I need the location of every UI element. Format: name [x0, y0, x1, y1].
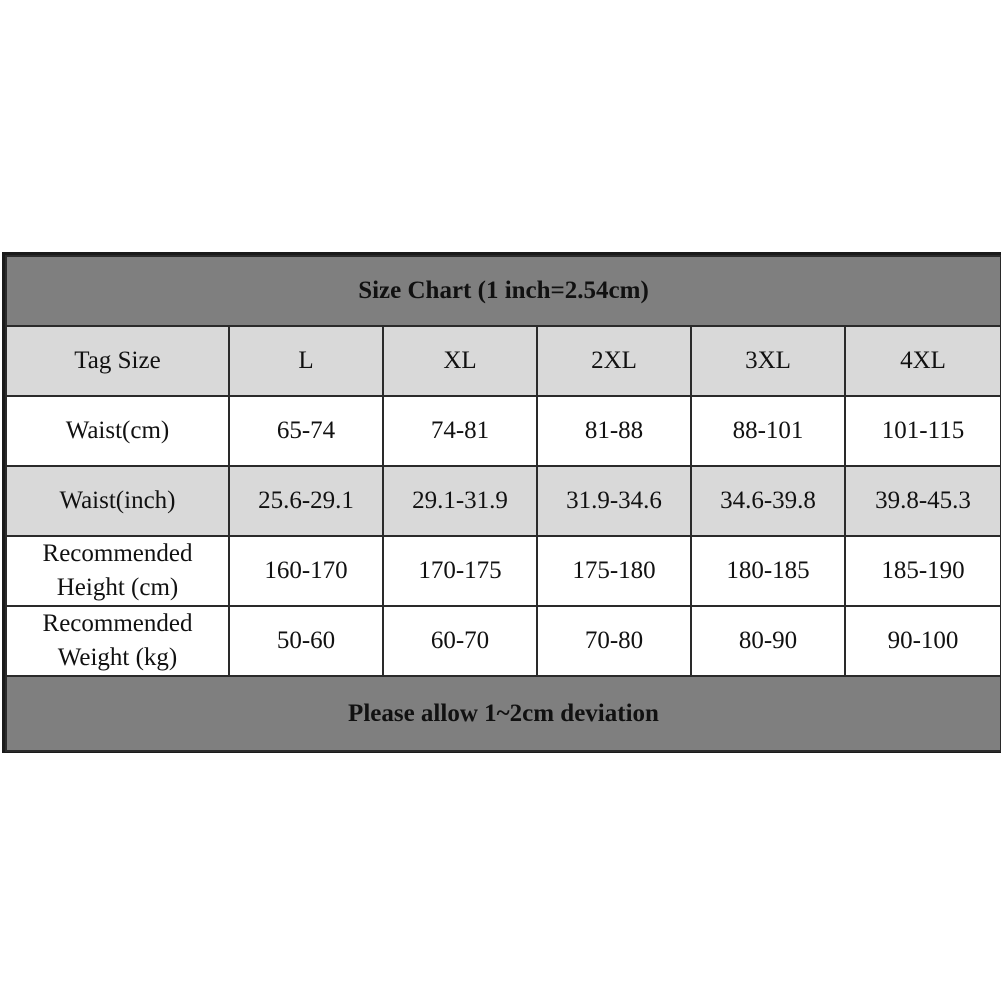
height-2xl: 175-180 — [537, 536, 691, 606]
height-3xl: 180-185 — [691, 536, 845, 606]
size-chart — [2, 252, 1001, 753]
height-l: 160-170 — [229, 536, 383, 606]
waist-inch-row — [6, 466, 1001, 536]
height-4xl: 185-190 — [845, 536, 1001, 606]
size-2xl-header: 2XL — [537, 326, 691, 396]
waist-inch-l: 25.6-29.1 — [229, 466, 383, 536]
size-l-header: L — [229, 326, 383, 396]
title-row — [6, 256, 1001, 326]
waist-cm-l: 65-74 — [229, 396, 383, 466]
tag-size-label: Tag Size — [6, 326, 229, 396]
height-label-line-2: Height (cm) — [56, 574, 179, 601]
waist-cm-4xl: 101-115 — [845, 396, 1001, 466]
weight-label — [6, 606, 229, 676]
waist-cm-xl: 74-81 — [383, 396, 537, 466]
chart-title: Size Chart (1 inch=2.54cm) — [6, 256, 1001, 326]
waist-inch-xl: 29.1-31.9 — [383, 466, 537, 536]
height-row — [6, 536, 1001, 606]
size-header-row — [6, 326, 1001, 396]
waist-inch-4xl: 39.8-45.3 — [845, 466, 1001, 536]
size-3xl-header: 3XL — [691, 326, 845, 396]
weight-2xl: 70-80 — [537, 606, 691, 676]
footer-row — [6, 676, 1001, 751]
size-4xl-header: 4XL — [845, 326, 1001, 396]
waist-inch-2xl: 31.9-34.6 — [537, 466, 691, 536]
weight-l: 50-60 — [229, 606, 383, 676]
height-xl: 170-175 — [383, 536, 537, 606]
waist-cm-label: Waist(cm) — [6, 396, 229, 466]
waist-cm-row — [6, 396, 1001, 466]
deviation-note: Please allow 1~2cm deviation — [6, 676, 1001, 751]
waist-cm-3xl: 88-101 — [691, 396, 845, 466]
size-chart-table — [5, 255, 1001, 752]
weight-label-line-1: Recommended — [42, 610, 193, 638]
weight-label-line-2: Weight (kg) — [57, 644, 178, 671]
weight-xl: 60-70 — [383, 606, 537, 676]
weight-row — [6, 606, 1001, 676]
weight-3xl: 80-90 — [691, 606, 845, 676]
height-label — [6, 536, 229, 606]
weight-4xl: 90-100 — [845, 606, 1001, 676]
size-xl-header: XL — [383, 326, 537, 396]
height-label-line-1: Recommended — [42, 540, 193, 568]
waist-inch-3xl: 34.6-39.8 — [691, 466, 845, 536]
waist-inch-label: Waist(inch) — [6, 466, 229, 536]
waist-cm-2xl: 81-88 — [537, 396, 691, 466]
